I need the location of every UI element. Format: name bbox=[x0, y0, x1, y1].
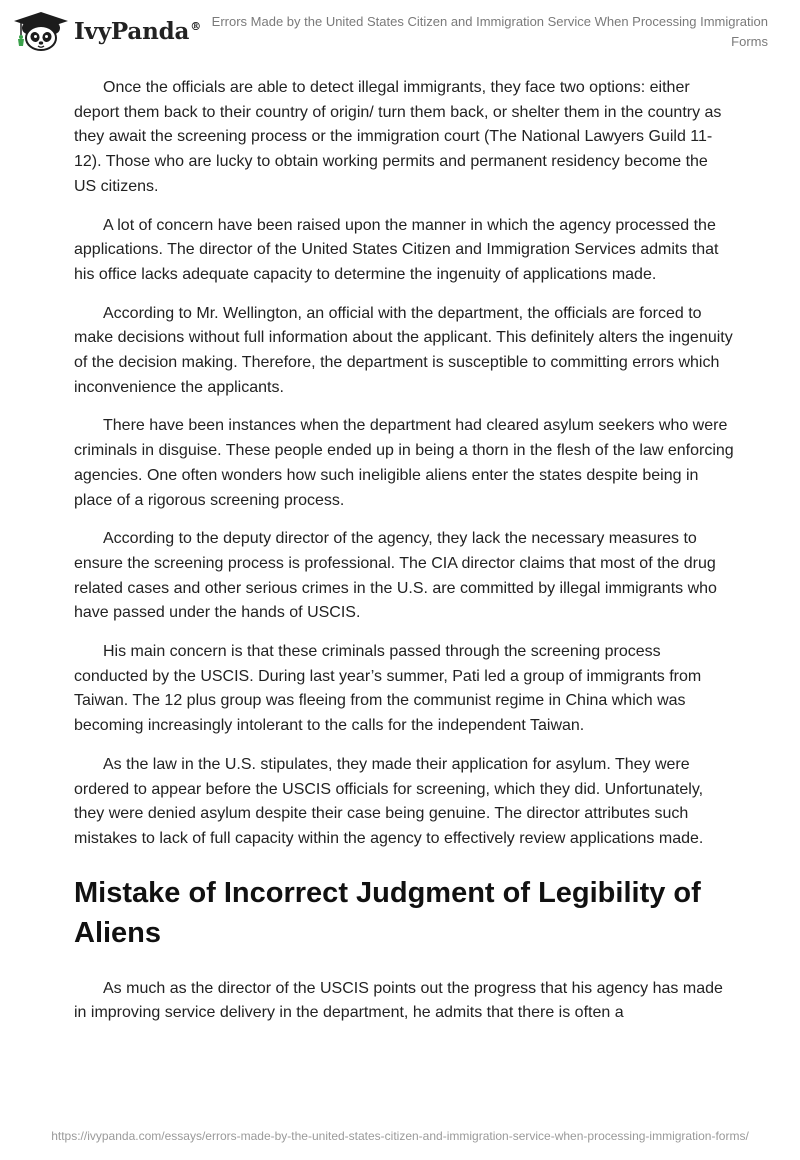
paragraph: According to the deputy director of the agency, they lack the necessary measures to ensure the screening process is professional. The CIA director claims that most of the drug related cases and other serious crimes in the U.S. are committed by illegal immigrants who have passed under the hands of USCIS. bbox=[74, 530, 717, 622]
brand-logo[interactable] bbox=[12, 10, 201, 52]
document-title: Errors Made by the United States Citizen and Immigration Service When Processing Immigration Forms bbox=[211, 14, 768, 49]
panda-graduate-icon bbox=[12, 10, 70, 52]
paragraph: A lot of concern have been raised upon the manner in which the agency processed the applications. The director of the United States Citizen and Immigration Services admits that his office lacks adequate capacity to determine the ingenuity of applications made. bbox=[74, 216, 719, 283]
paragraph: According to Mr. Wellington, an official with the department, the officials are forced to make decisions without full information about the applicant. This definitely alters the ingenuity of the decision making. Therefore, the department is susceptible to committing errors which inconvenience the applicants. bbox=[74, 304, 733, 396]
paragraph: There have been instances when the department had cleared asylum seekers who were criminals in disguise. These people ended up in being a thorn in the flesh of the law enforcing agencies. One often wonders how such ineligible aliens enter the states despite being in place of a rigorous screening process. bbox=[74, 417, 734, 509]
section-heading: Mistake of Incorrect Judgment of Legibility of Aliens bbox=[74, 876, 701, 949]
paragraph: His main concern is that these criminals passed through the screening process conducted by the USCIS. During last year’s summer, Pati led a group of immigrants from Taiwan. The 12 plus group was fleeing from the communist regime in China which was becoming increasingly intolerant to the calls for the independent Taiwan. bbox=[74, 643, 702, 735]
paragraph: Once the officials are able to detect illegal immigrants, they face two options: either deport them back to their country of origin/ turn them back, or shelter them in the country as they await the screening process or the immigration court (The National Lawyers Guild 11-12). Those who are lucky to obtain working permits and permanent residency become the US citizens. bbox=[74, 79, 722, 195]
brand-name: IvyPanda® bbox=[74, 17, 201, 45]
paragraph: As the law in the U.S. stipulates, they made their application for asylum. They were ordered to appear before the USCIS officials for screening, which they did. Unfortunately, they were denied asylum despite their case being genuine. The director attributes such mistakes to lack of full capacity within the agency to effectively review applications made. bbox=[74, 755, 704, 847]
article-body bbox=[74, 76, 734, 1040]
paragraph: As much as the director of the USCIS points out the progress that his agency has made in improving service delivery in the department, he admits that there is often a bbox=[74, 979, 723, 1022]
page-footer-url: https://ivypanda.com/essays/errors-made-by-the-united-states-citizen-and-immigration-service-when-processing-immigration-forms/ bbox=[51, 1129, 749, 1143]
page-header bbox=[0, 0, 800, 60]
